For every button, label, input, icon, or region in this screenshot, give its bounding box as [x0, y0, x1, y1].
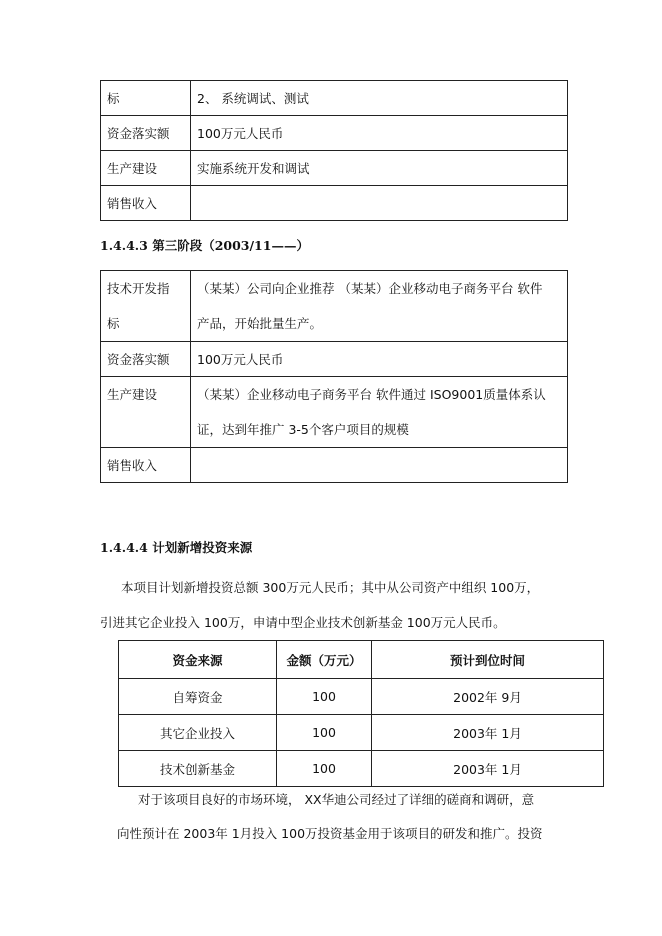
- column-header: 金额（万元）: [277, 641, 372, 679]
- row-value: 2、 系统调试、测试: [191, 81, 568, 116]
- table-cell: 其它企业投入: [119, 715, 277, 751]
- paragraph-line: 对于该项目良好的市场环境， XX华迪公司经过了详细的磋商和调研，意: [138, 792, 535, 807]
- table-row: [101, 151, 568, 186]
- phase3-table: [100, 270, 568, 483]
- table-row: [101, 81, 568, 116]
- table-cell: 自筹资金: [119, 679, 277, 715]
- row-value-line: 证，达到年推广 3-5个客户项目的规模: [197, 422, 409, 437]
- row-value: 100万元人民币: [191, 116, 568, 151]
- row-value: [191, 448, 568, 483]
- row-value-line: 产品，开始批量生产。: [197, 316, 323, 331]
- table-cell: 100: [277, 679, 372, 715]
- table-row: [101, 448, 568, 483]
- column-header: 资金来源: [119, 641, 277, 679]
- column-header: 预计到位时间: [372, 641, 604, 679]
- row-value-line: （某某）企业移动电子商务平台 软件通过 ISO9001质量体系认: [197, 387, 546, 402]
- paragraph-line: 向性预计在 2003年 1月投入 100万投资基金用于该项目的研发和推广。投资: [117, 826, 543, 841]
- paragraph-line: 本项目计划新增投资总额 300万元人民币；其中从公司资产中组织 100万，: [121, 580, 540, 595]
- row-label: 资金落实额: [101, 116, 191, 151]
- row-label: 销售收入: [101, 186, 191, 221]
- row-value-line: （某某）公司向企业推荐 （某某）企业移动电子商务平台 软件: [197, 281, 543, 296]
- table-cell: 100: [277, 751, 372, 787]
- table-row: [101, 342, 568, 377]
- row-label: 标: [101, 81, 191, 116]
- table-row: [101, 186, 568, 221]
- table-cell: 100: [277, 715, 372, 751]
- table-header-row: [119, 641, 604, 679]
- row-label: 资金落实额: [101, 342, 191, 377]
- row-value: [191, 271, 568, 342]
- row-label: 生产建设: [101, 377, 191, 448]
- table-row: [119, 715, 604, 751]
- table-row: [101, 271, 568, 342]
- row-label-line: 技术开发指: [107, 281, 170, 296]
- table-row: [101, 377, 568, 448]
- row-value: 100万元人民币: [191, 342, 568, 377]
- phase2-table: [100, 80, 568, 221]
- table-row: [119, 679, 604, 715]
- paragraph-line: 引进其它企业投入 100万，申请中型企业技术创新基金 100万元人民币。: [100, 615, 506, 630]
- row-label: 生产建设: [101, 151, 191, 186]
- row-label-line: 标: [107, 316, 120, 331]
- row-value: [191, 186, 568, 221]
- table-cell: 2003年 1月: [372, 715, 604, 751]
- table-cell: 2002年 9月: [372, 679, 604, 715]
- row-value: 实施系统开发和调试: [191, 151, 568, 186]
- table-cell: 2003年 1月: [372, 751, 604, 787]
- table-row: [101, 116, 568, 151]
- funding-source-table: [118, 640, 604, 787]
- table-row: [119, 751, 604, 787]
- row-value: [191, 377, 568, 448]
- section-heading-phase3: 1.4.4.3 第三阶段（2003/11——）: [100, 238, 309, 253]
- row-label: [101, 271, 191, 342]
- row-label: 销售收入: [101, 448, 191, 483]
- table-cell: 技术创新基金: [119, 751, 277, 787]
- section-heading-source: 1.4.4.4 计划新增投资来源: [100, 540, 253, 555]
